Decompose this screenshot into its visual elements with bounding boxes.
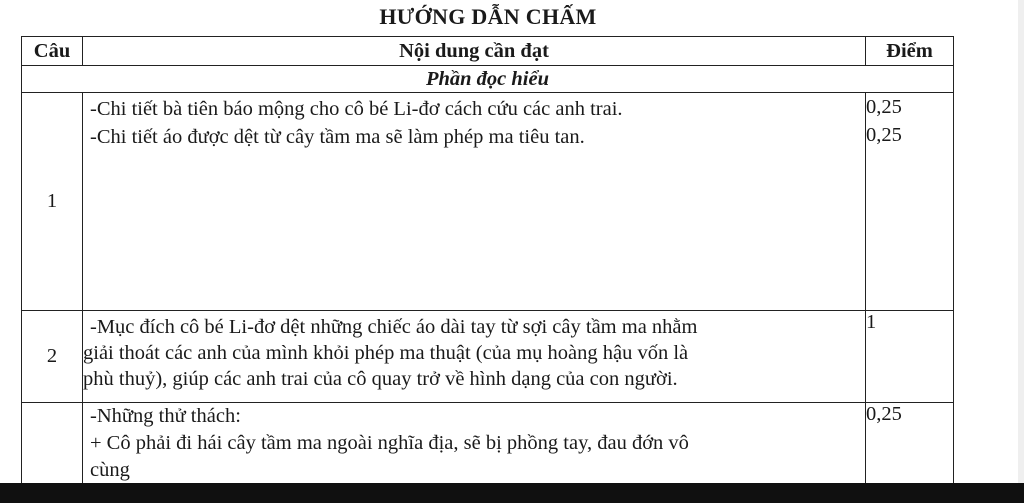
- content-line: phù thuỷ), giúp các anh trai của cô quay trở về hình dạng của con người.: [83, 368, 678, 390]
- header-score: Điểm: [866, 37, 954, 66]
- bottom-bar: [0, 483, 1024, 503]
- table-row: [22, 93, 954, 311]
- score-value: 0,25: [866, 124, 902, 146]
- question-number: 1: [22, 93, 83, 311]
- score-cell: [866, 93, 954, 311]
- content-line: cùng: [90, 459, 130, 481]
- score-cell: [866, 311, 954, 403]
- content-line: -Chi tiết bà tiên báo mộng cho cô bé Li-đơ cách cứu các anh trai.: [90, 98, 623, 120]
- header-question: Câu: [22, 37, 83, 66]
- content-line: -Mục đích cô bé Li-đơ dệt những chiếc áo dài tay từ sợi cây tầm ma nhằm: [90, 316, 698, 338]
- section-title: Phần đọc hiểu: [22, 66, 954, 93]
- answer-content: [83, 403, 866, 485]
- content-line: + Cô phải đi hái cây tầm ma ngoài nghĩa địa, sẽ bị phồng tay, đau đớn vô: [90, 432, 689, 454]
- question-number: [22, 403, 83, 485]
- content-line: giải thoát các anh của mình khỏi phép ma thuật (của mụ hoàng hậu vốn là: [83, 342, 689, 364]
- document-title: HƯỚNG DẪN CHẤM: [379, 4, 597, 29]
- page-edge: [1018, 0, 1024, 483]
- score-value: 0,25: [866, 96, 902, 118]
- question-number: 2: [22, 311, 83, 403]
- score-cell: [866, 403, 954, 485]
- content-line: -Chi tiết áo được dệt từ cây tầm ma sẽ làm phép ma tiêu tan.: [90, 126, 585, 148]
- content-line: -Những thử thách:: [90, 405, 241, 427]
- answer-content: [83, 311, 866, 403]
- score-value: 1: [866, 311, 877, 333]
- header-row: [22, 37, 954, 66]
- table-row: [22, 403, 954, 485]
- header-content: Nội dung cần đạt: [83, 37, 866, 66]
- section-row: [22, 66, 954, 93]
- score-value: 0,25: [866, 403, 902, 425]
- grading-table: [21, 36, 954, 485]
- table-row: [22, 311, 954, 403]
- answer-content: [83, 93, 866, 311]
